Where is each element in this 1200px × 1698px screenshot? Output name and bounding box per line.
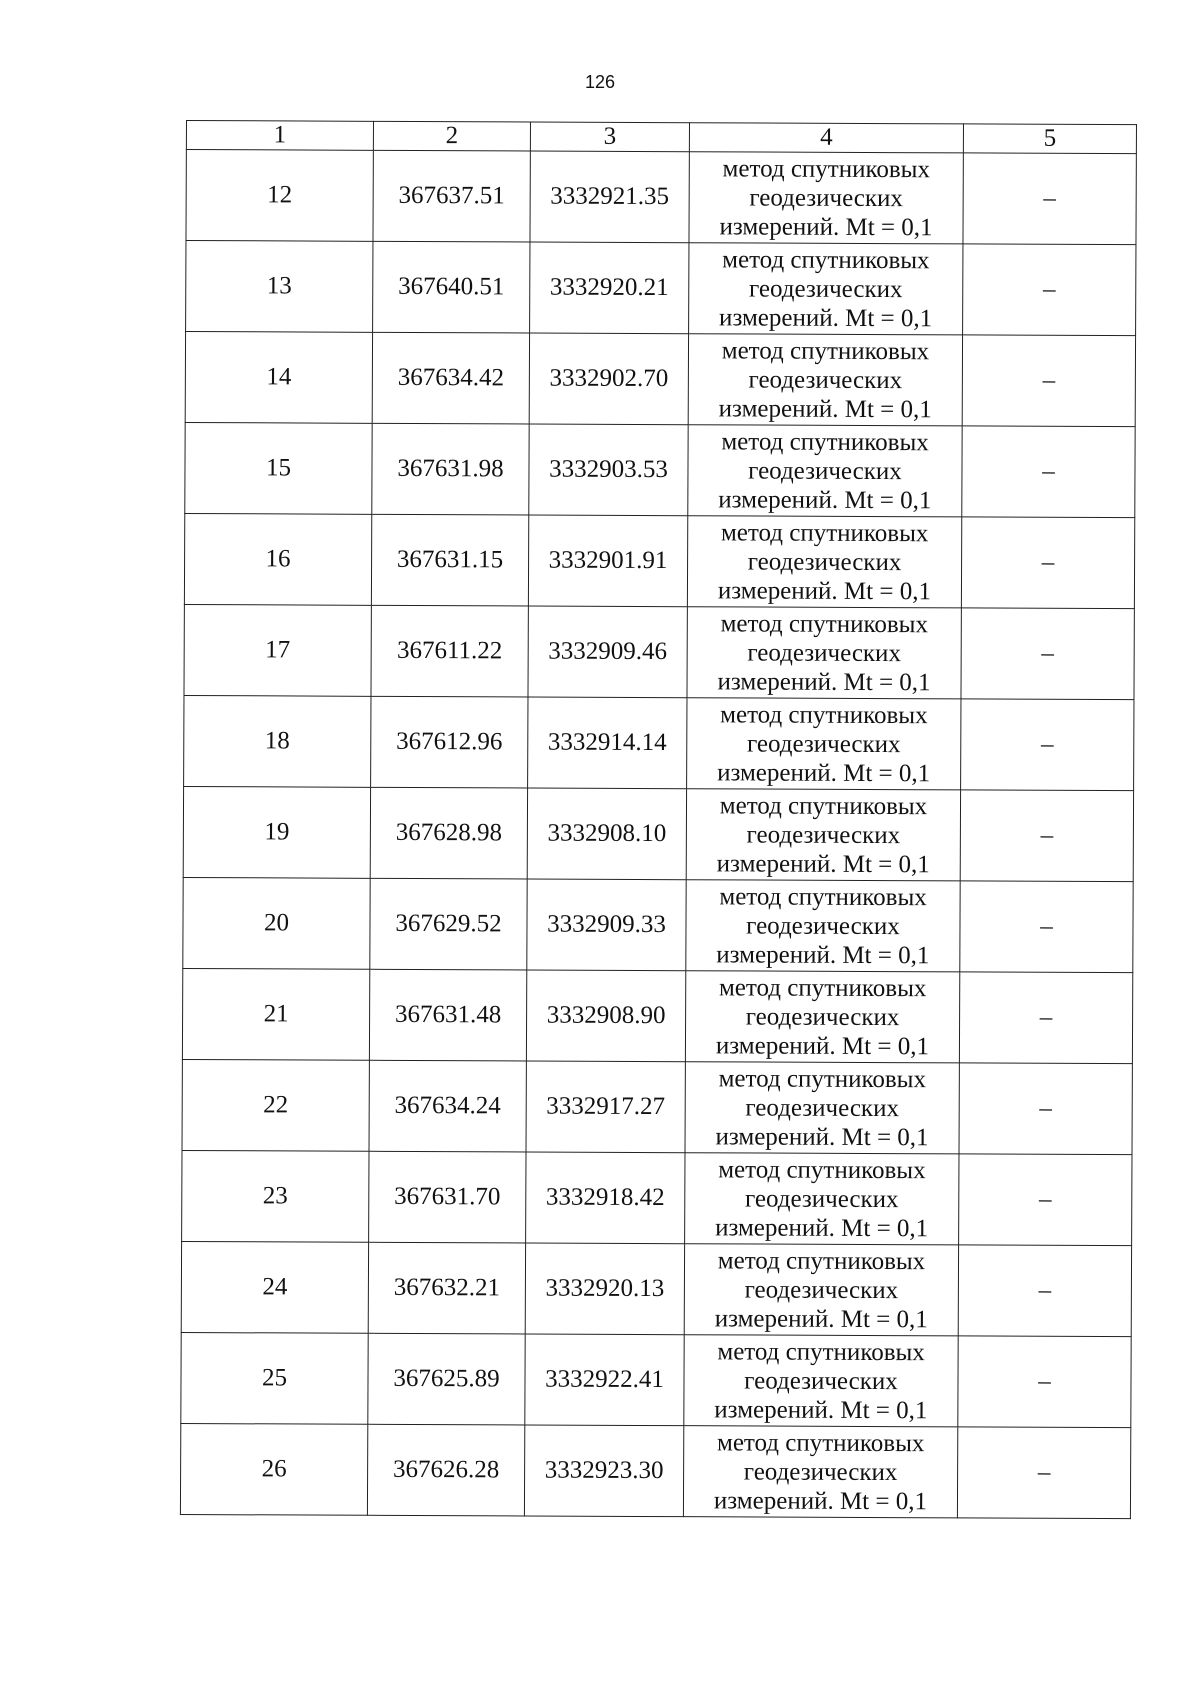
- point-number-cell: 18: [184, 695, 371, 787]
- point-number-cell: 13: [186, 241, 373, 333]
- method-line: геодезических: [744, 1366, 898, 1395]
- method-line: измерений. Mt = 0,1: [714, 1304, 928, 1333]
- note-cell: –: [960, 881, 1133, 973]
- x-coordinate-cell: 367612.96: [371, 696, 528, 788]
- method-cell: [687, 516, 961, 608]
- point-number-cell: 26: [180, 1423, 367, 1515]
- method-cell: [685, 971, 959, 1063]
- note-cell: –: [962, 335, 1135, 427]
- method-line: метод спутниковых: [720, 518, 929, 547]
- method-line: геодезических: [746, 820, 901, 849]
- table-row: [181, 1332, 1131, 1427]
- coordinates-table: [180, 120, 1137, 1519]
- note-cell: –: [957, 1427, 1130, 1519]
- method-cell: [687, 607, 961, 699]
- method-line: метод спутниковых: [719, 791, 928, 820]
- method-line: геодезических: [746, 911, 900, 940]
- table-row: [183, 877, 1133, 972]
- method-line: метод спутниковых: [720, 609, 929, 638]
- method-line: геодезических: [745, 1002, 900, 1031]
- method-line: измерений. Mt = 0,1: [719, 303, 933, 332]
- note-cell: –: [958, 1245, 1131, 1337]
- x-coordinate-cell: 367631.98: [372, 423, 529, 515]
- method-line: измерений. Mt = 0,1: [715, 1122, 929, 1151]
- table-row: [182, 968, 1132, 1063]
- page-number: 126: [584, 72, 616, 92]
- y-coordinate-cell: 3332908.10: [527, 788, 686, 880]
- coordinates-table-sheet: [180, 120, 1136, 1519]
- method-line: геодезических: [746, 729, 901, 758]
- method-line: измерений. Mt = 0,1: [717, 667, 931, 696]
- y-coordinate-cell: 3332908.90: [526, 970, 685, 1062]
- y-coordinate-cell: 3332909.33: [527, 879, 686, 971]
- method-line: метод спутниковых: [721, 427, 929, 456]
- x-coordinate-cell: 367611.22: [371, 605, 528, 697]
- point-number-cell: 23: [182, 1150, 369, 1242]
- method-line: измерений. Mt = 0,1: [719, 212, 933, 241]
- y-coordinate-cell: 3332922.41: [525, 1334, 684, 1426]
- method-line: измерений. Mt = 0,1: [715, 1213, 929, 1242]
- method-line: геодезических: [743, 1457, 898, 1486]
- method-line: измерений. Mt = 0,1: [718, 485, 932, 514]
- x-coordinate-cell: 367626.28: [367, 1424, 524, 1516]
- method-line: геодезических: [748, 365, 903, 394]
- header-cell-5: 5: [963, 124, 1136, 154]
- x-coordinate-cell: 367628.98: [370, 787, 527, 879]
- method-line: геодезических: [745, 1093, 900, 1122]
- method-line: метод спутниковых: [722, 245, 930, 274]
- method-line: метод спутниковых: [722, 154, 931, 183]
- table-row: [185, 332, 1135, 427]
- point-number-cell: 25: [181, 1332, 368, 1424]
- point-number-cell: 21: [182, 968, 369, 1060]
- table-row: [184, 513, 1134, 608]
- y-coordinate-cell: 3332920.13: [525, 1243, 684, 1335]
- point-number-cell: 16: [184, 513, 371, 605]
- table-row: [181, 1241, 1131, 1336]
- method-line: метод спутниковых: [716, 1428, 925, 1457]
- x-coordinate-cell: 367631.48: [369, 969, 526, 1061]
- method-line: измерений. Mt = 0,1: [713, 1486, 928, 1515]
- x-coordinate-cell: 367637.51: [373, 150, 530, 242]
- method-line: метод спутниковых: [719, 882, 927, 911]
- y-coordinate-cell: 3332918.42: [526, 1152, 685, 1244]
- note-cell: –: [962, 426, 1135, 518]
- x-coordinate-cell: 367640.51: [373, 241, 530, 333]
- method-line: метод спутниковых: [718, 1064, 927, 1093]
- header-cell-2: 2: [373, 121, 530, 151]
- table-row: [183, 786, 1133, 881]
- y-coordinate-cell: 3332909.46: [528, 606, 687, 698]
- method-line: измерений. Mt = 0,1: [717, 576, 932, 605]
- method-line: геодезических: [747, 547, 902, 576]
- point-number-cell: 14: [185, 332, 372, 424]
- method-cell: [688, 425, 962, 517]
- method-cell: [686, 880, 960, 972]
- method-line: геодезических: [749, 183, 904, 212]
- method-cell: [685, 1153, 959, 1245]
- x-coordinate-cell: 367631.70: [369, 1151, 526, 1243]
- x-coordinate-cell: 367632.21: [368, 1242, 525, 1334]
- header-cell-1: 1: [186, 121, 373, 151]
- method-line: метод спутниковых: [720, 700, 928, 729]
- table-body: [180, 150, 1136, 1519]
- method-cell: [683, 1426, 957, 1518]
- y-coordinate-cell: 3332902.70: [529, 333, 688, 425]
- method-cell: [689, 152, 963, 244]
- method-line: геодезических: [747, 638, 902, 667]
- method-line: метод спутниковых: [717, 1337, 925, 1366]
- table-row: [184, 604, 1134, 699]
- y-coordinate-cell: 3332920.21: [530, 242, 689, 334]
- x-coordinate-cell: 367625.89: [368, 1333, 525, 1425]
- y-coordinate-cell: 3332917.27: [526, 1061, 685, 1153]
- method-line: измерений. Mt = 0,1: [716, 940, 930, 969]
- point-number-cell: 12: [186, 150, 373, 242]
- x-coordinate-cell: 367634.42: [372, 332, 529, 424]
- note-cell: –: [959, 1063, 1132, 1155]
- method-line: измерений. Mt = 0,1: [718, 394, 932, 423]
- y-coordinate-cell: 3332923.30: [524, 1425, 683, 1517]
- method-line: геодезических: [744, 1184, 899, 1213]
- table-row: [186, 241, 1136, 336]
- method-line: измерений. Mt = 0,1: [717, 758, 931, 787]
- y-coordinate-cell: 3332903.53: [529, 424, 688, 516]
- table-row: [180, 1423, 1130, 1518]
- note-cell: –: [961, 608, 1134, 700]
- method-cell: [684, 1244, 958, 1336]
- y-coordinate-cell: 3332914.14: [528, 697, 687, 789]
- method-line: метод спутниковых: [717, 1246, 926, 1275]
- method-cell: [684, 1335, 958, 1427]
- method-line: геодезических: [748, 274, 903, 303]
- method-cell: [686, 789, 960, 881]
- note-cell: –: [959, 972, 1132, 1064]
- x-coordinate-cell: 367629.52: [370, 878, 527, 970]
- table-row: [182, 1150, 1132, 1245]
- point-number-cell: 17: [184, 604, 371, 696]
- note-cell: –: [963, 153, 1136, 245]
- header-cell-3: 3: [530, 122, 689, 152]
- note-cell: –: [961, 517, 1134, 609]
- method-line: измерений. Mt = 0,1: [715, 1031, 930, 1060]
- point-number-cell: 22: [182, 1059, 369, 1151]
- method-cell: [685, 1062, 959, 1154]
- method-line: измерений. Mt = 0,1: [714, 1395, 928, 1424]
- method-line: метод спутниковых: [718, 1155, 926, 1184]
- table-row: [185, 422, 1135, 517]
- method-cell: [687, 698, 961, 790]
- table-row: [186, 150, 1136, 245]
- point-number-cell: 19: [183, 786, 370, 878]
- method-line: геодезических: [744, 1275, 899, 1304]
- y-coordinate-cell: 3332901.91: [528, 515, 687, 607]
- note-cell: –: [960, 790, 1133, 882]
- method-line: метод спутниковых: [718, 973, 927, 1002]
- header-cell-4: 4: [689, 123, 963, 153]
- table-header: [186, 121, 1136, 154]
- note-cell: –: [958, 1336, 1131, 1428]
- note-cell: –: [959, 1154, 1132, 1246]
- table-row: [184, 695, 1134, 790]
- method-line: геодезических: [748, 456, 902, 485]
- x-coordinate-cell: 367631.15: [371, 514, 528, 606]
- method-cell: [688, 334, 962, 426]
- method-line: измерений. Mt = 0,1: [716, 849, 930, 878]
- x-coordinate-cell: 367634.24: [369, 1060, 526, 1152]
- method-line: метод спутниковых: [721, 336, 930, 365]
- note-cell: –: [963, 244, 1136, 336]
- point-number-cell: 24: [181, 1241, 368, 1333]
- note-cell: –: [961, 699, 1134, 791]
- header-row: [186, 121, 1136, 154]
- point-number-cell: 15: [185, 422, 372, 514]
- point-number-cell: 20: [183, 877, 370, 969]
- y-coordinate-cell: 3332921.35: [530, 151, 689, 243]
- method-cell: [689, 243, 963, 335]
- table-row: [182, 1059, 1132, 1154]
